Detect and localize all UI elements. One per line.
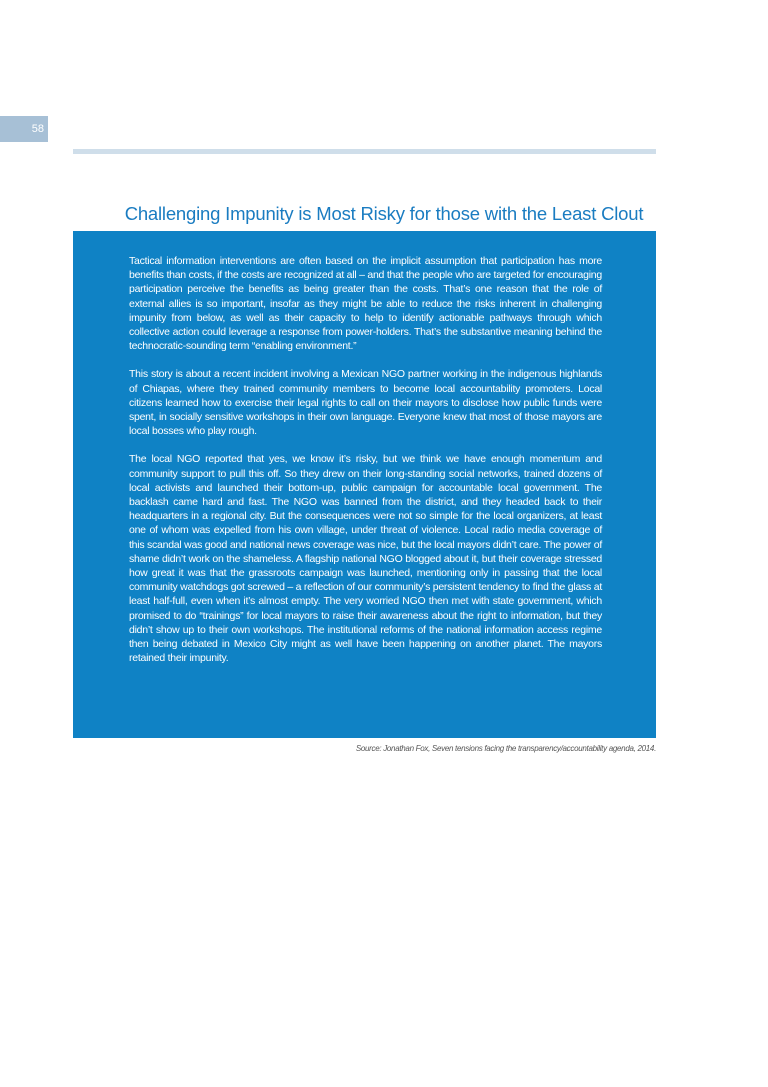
text-box — [73, 231, 656, 738]
header-rule — [73, 149, 656, 154]
box-paragraph-1: Tactical information interventions are often based on the implicit assumption that participation has more benefits than costs, if the costs are recognized at all – and that the people who are targeted for encouraging participation perceive the benefits as being greater than the costs. That’s one reason that the role of external allies is so important, insofar as they might be able to reduce the risks inherent in challenging impunity from below, as well as their capacity to help to identify actionable pathways through which collective action could leverage a response from power-holders. That’s the substantive meaning behind the technocratic-sounding term “enabling environment.” — [129, 255, 602, 353]
box-title: Challenging Impunity is Most Risky for those with the Least Clout — [124, 203, 644, 224]
box-paragraph-2: This story is about a recent incident involving a Mexican NGO partner working in the indigenous highlands of Chiapas, where they trained community members to become local accountability promoters. Local citizens learned how to exercise their legal rights to call on their mayors to disclose how public funds were spent, in socially sensitive workshops in their own language. Everyone knew that most of those mayors are local bosses who play rough. — [129, 368, 602, 438]
box-paragraph-3: The local NGO reported that yes, we know it’s risky, but we think we have enough momentum and community support to pull this off. So they drew on their long-standing social networks, trained dozens of local activists and launched their bottom-up, public campaign for accountable local government. The backlash came hard and fast. The NGO was banned from the district, and they headed back to their headquarters in a regional city. But the consequences were not so simple for the local organizers, at least one of whom was expelled from his own village, under threat of violence. Local radio media coverage of this scandal was good and national news coverage was nice, but the local mayors didn’t care. The power of shame didn’t work on the shameless. A flagship national NGO blogged about it, but their coverage stressed how great it was that the grassroots campaign was launched, mentioning only in passing that the local community watchdogs got screwed – a reflection of our community’s persistent tendency to find the glass at least half-full, even when it’s almost empty. The very worried NGO then met with state government, which promised to do “trainings” for local mayors to raise their awareness about the right to information, but they didn’t show up to their own workshops. The institutional reforms of the national information access regime then being debated in Mexico City might as well have been happening on another planet. The mayors retained their impunity. — [129, 453, 602, 665]
page-number: 58 — [0, 116, 48, 142]
source-caption: Source: Jonathan Fox, Seven tensions facing the transparency/accountability agenda, 2014. — [355, 744, 656, 753]
